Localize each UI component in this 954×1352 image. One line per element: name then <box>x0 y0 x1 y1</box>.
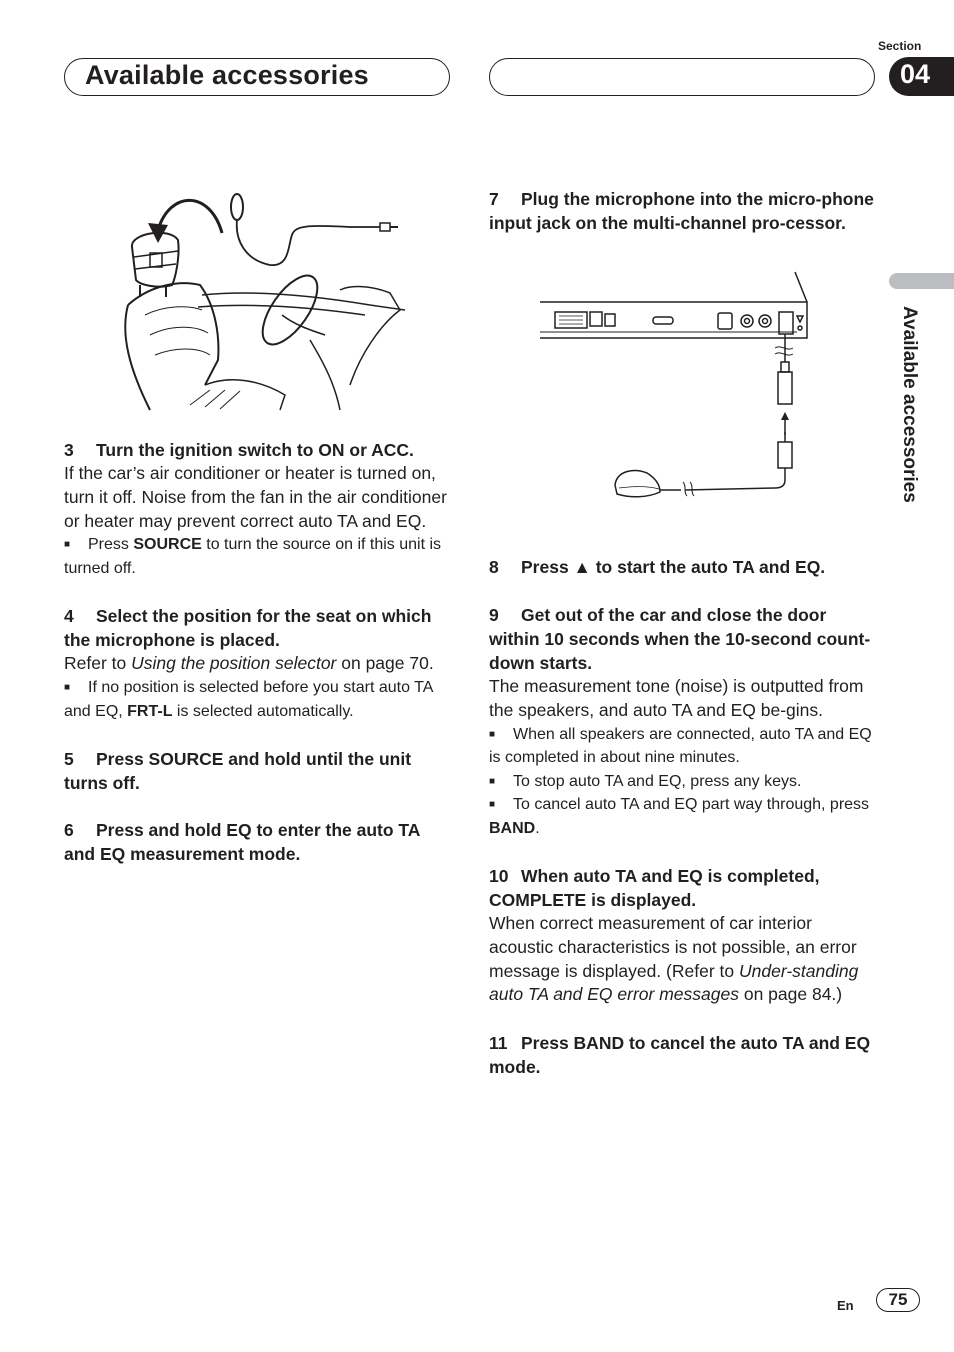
left-column <box>64 438 452 866</box>
step-number: 4 <box>64 606 74 627</box>
body-text: on page 84.) <box>738 984 843 1005</box>
keyword-source: SOURCE <box>133 536 202 554</box>
bullet-square-icon: ■ <box>64 539 71 551</box>
step-number: 3 <box>64 440 74 460</box>
step-9-note-1 <box>489 723 877 770</box>
step-heading-text: When auto TA and EQ is completed, COMPLETE is displayed. <box>489 866 820 911</box>
step-4-heading <box>64 604 452 652</box>
step-number: 8 <box>489 557 499 577</box>
microphone-icon <box>231 194 243 220</box>
note-text: To stop auto TA and EQ, press any keys. <box>513 772 802 790</box>
step-10-body <box>489 912 877 1007</box>
section-number: 04 <box>900 59 931 89</box>
page-number: 75 <box>888 1290 908 1309</box>
note-text: is selected automatically. <box>172 702 354 720</box>
microphone-icon <box>615 471 660 497</box>
seat-back-outline <box>125 305 150 410</box>
step-7-heading <box>489 187 877 235</box>
side-tab-label: Available accessories <box>899 306 920 503</box>
body-text: When correct measurement of car interior acoustic characteristics is not possible, an error message is displayed. (Refer to <box>489 913 857 981</box>
seat-back-top <box>128 283 218 385</box>
note-text: . <box>535 819 540 837</box>
step-5-heading <box>64 747 452 795</box>
step-number: 9 <box>489 605 499 625</box>
page-title: Available accessories <box>85 60 369 90</box>
step-heading-text: Plug the microphone into the micro-phone input jack on the multi-channel pro-cessor. <box>489 189 874 233</box>
headrest <box>132 233 179 287</box>
step-11-heading <box>489 1031 877 1079</box>
step-heading-text: Turn the ignition switch to ON or ACC. <box>96 440 414 460</box>
side-tab-marker <box>889 273 954 289</box>
note-text: If no position is selected before you start auto TA and EQ, <box>64 679 433 720</box>
note-text: When all speakers are connected, auto TA and EQ is completed in about nine minutes. <box>489 725 872 767</box>
header-title-pill <box>64 58 450 96</box>
language-label: En <box>837 1298 854 1313</box>
step-4-note <box>64 676 452 723</box>
step-heading-text: Select the position for the seat on which the microphone is placed. <box>64 606 432 651</box>
step-3-body: If the car’s air conditioner or heater is turned on, turn it off. Noise from the fan in the air conditioner or heater may prevent correct auto TA and EQ. <box>64 463 447 531</box>
section-label: Section <box>878 39 922 53</box>
mic-input-jack <box>779 312 793 334</box>
step-heading-text: Press and hold EQ to enter the auto TA and EQ measurement mode. <box>64 820 420 865</box>
cross-reference: Under-standing auto TA and EQ error messages <box>489 960 859 1005</box>
section-tab <box>889 57 954 96</box>
step-heading-text: Get out of the car and close the door within 10 seconds when the 10-second count-down starts. <box>489 605 871 673</box>
bullet-square-icon: ■ <box>64 682 71 694</box>
bullet-square-icon: ■ <box>489 775 496 787</box>
note-text: Press <box>88 536 134 554</box>
step-heading-text: Press BAND to cancel the auto TA and EQ mode. <box>489 1033 871 1078</box>
step-9-note-3 <box>489 793 877 840</box>
step-6-heading <box>64 818 452 866</box>
keyword-frt-l: FRT-L <box>127 702 173 720</box>
step-number: 6 <box>64 820 74 841</box>
note-text: to turn the source on if this unit is turned off. <box>64 536 442 577</box>
bullet-square-icon: ■ <box>489 799 496 811</box>
page-number-pill <box>876 1288 920 1312</box>
step-8-heading <box>489 555 877 579</box>
right-column-top <box>489 187 877 235</box>
step-9-note-2 <box>489 770 877 794</box>
step-number: 10 <box>489 866 509 887</box>
bullet-square-icon: ■ <box>489 728 496 740</box>
step-9-heading <box>489 603 877 675</box>
step-number: 5 <box>64 749 74 770</box>
placement-arrow <box>158 200 222 233</box>
step-3-heading <box>64 438 452 462</box>
note-text: To cancel auto TA and EQ part way through, press <box>513 796 870 814</box>
step-3-note <box>64 533 452 580</box>
steering-wheel <box>252 267 327 353</box>
cross-reference: Using the position selector <box>131 653 337 674</box>
step-number: 11 <box>489 1033 508 1054</box>
plug-connector <box>778 372 792 404</box>
step-heading-text: Press SOURCE and hold until the unit turns off. <box>64 749 412 794</box>
seat-microphone-illustration <box>110 185 410 415</box>
right-column-bottom <box>489 555 877 1079</box>
step-heading-text: Press ▲ to start the auto TA and EQ. <box>521 557 826 577</box>
step-number: 7 <box>489 189 499 209</box>
step-4-body <box>64 652 452 676</box>
step-9-body: The measurement tone (noise) is outputted from the speakers, and auto TA and EQ be-gins. <box>489 676 864 720</box>
body-text: Refer to <box>64 653 132 674</box>
processor-connection-illustration <box>535 270 815 505</box>
header-blank-pill <box>489 58 875 96</box>
keyword-band: BAND <box>489 819 536 837</box>
body-text: on page 70. <box>336 653 434 674</box>
step-10-heading <box>489 864 877 912</box>
